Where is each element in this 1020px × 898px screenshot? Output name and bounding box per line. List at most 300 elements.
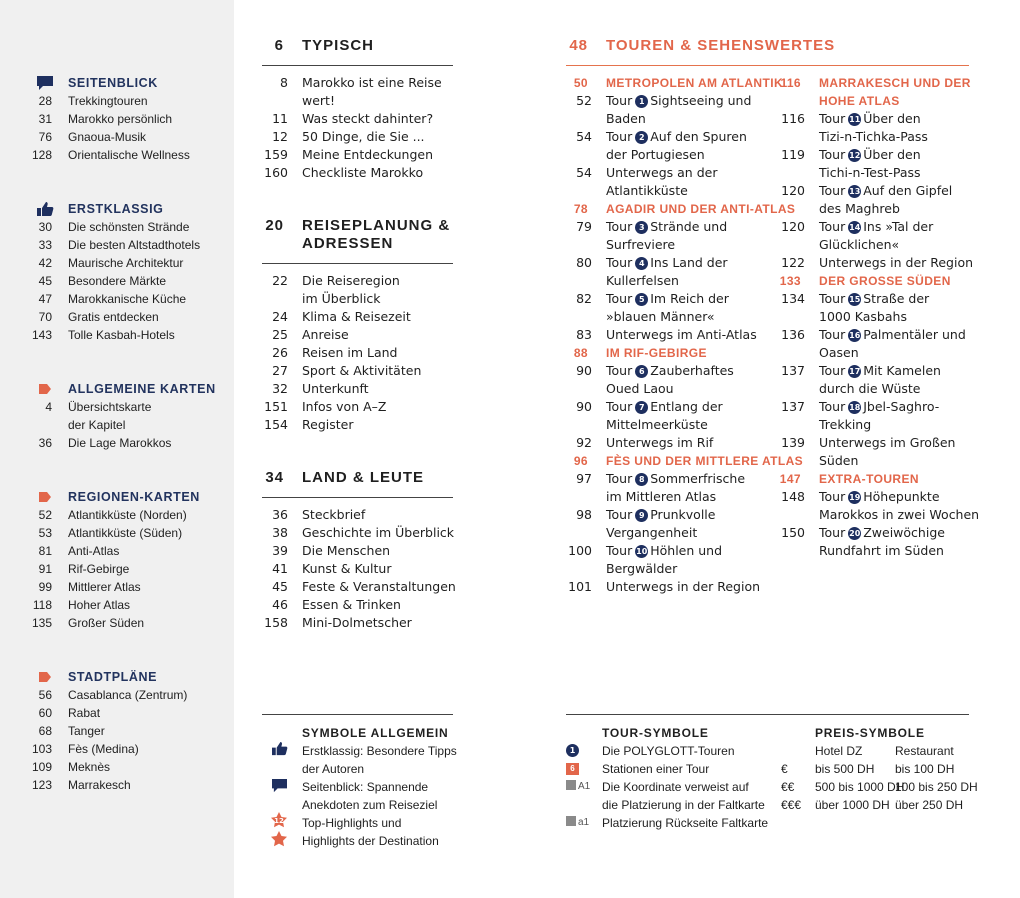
item-text: Die schönsten Strände xyxy=(68,220,190,234)
entry-label: Glücklichen« xyxy=(819,237,900,252)
entry-label: Sommerfrische xyxy=(650,471,746,486)
sidebar-list-item xyxy=(31,758,232,776)
region-title: IM RIF-GEBIRGE xyxy=(606,346,707,360)
map-tag-icon xyxy=(36,489,54,505)
entry-text xyxy=(606,110,646,128)
tour-number-badge: 11 xyxy=(849,115,861,124)
toc-entry xyxy=(566,560,756,578)
toc-entry xyxy=(566,146,756,164)
toc-entry xyxy=(262,128,454,146)
page-number: 8 xyxy=(280,75,288,90)
tour-entry xyxy=(566,128,756,146)
toc-entry xyxy=(262,326,454,344)
page-number: 90 xyxy=(576,399,592,414)
tour-word: Tour xyxy=(606,363,633,378)
chapter-rule xyxy=(566,65,969,66)
section-regionen-karten xyxy=(31,488,232,632)
toc-entry xyxy=(779,506,980,524)
page-number: 136 xyxy=(781,327,805,342)
entry-text: Infos von A–Z xyxy=(302,399,387,414)
item-text: Marrakesch xyxy=(68,778,131,792)
legend-rule-right xyxy=(566,714,969,715)
sidebar-list-item xyxy=(31,776,232,794)
tour-number-badge: 12 xyxy=(849,151,861,160)
heading-text: STADTPLÄNE xyxy=(68,670,158,684)
page-number: 54 xyxy=(576,165,592,180)
thumbs-up-icon xyxy=(36,201,54,217)
entry-label: Oasen xyxy=(819,345,859,360)
tour-word: Tour xyxy=(606,93,633,108)
page-number: 52 xyxy=(576,93,592,108)
page-number: 135 xyxy=(31,616,52,630)
entry-label: Rundfahrt im Süden xyxy=(819,543,944,558)
tour-number-badge: 1 xyxy=(635,95,648,108)
entry-text: Kunst & Kultur xyxy=(302,561,392,576)
page-number: 116 xyxy=(780,76,801,90)
item-text: Rif-Gebirge xyxy=(68,562,130,576)
page-number: 97 xyxy=(576,471,592,486)
tour-entry xyxy=(566,254,756,272)
page-number: 45 xyxy=(272,579,288,594)
entry-label: Unterwegs im Anti-Atlas xyxy=(606,327,757,342)
entry-text: Reisen im Land xyxy=(302,345,398,360)
map-coordinate-symbol xyxy=(566,778,590,796)
entry-text: Klima & Reisezeit xyxy=(302,309,411,324)
legend-heading: PREIS-SYMBOLE xyxy=(815,726,925,740)
tour-number-badge: 5 xyxy=(635,293,648,306)
speech-bubble-icon xyxy=(36,75,54,91)
page-number: 25 xyxy=(272,327,288,342)
item-text: Tanger xyxy=(68,724,105,738)
entry-label: Auf den Gipfel xyxy=(863,183,953,198)
legend-text: Die POLYGLOTT-Touren xyxy=(602,744,735,758)
toc-entry xyxy=(262,110,454,128)
chapter-title: TYPISCH xyxy=(302,37,375,54)
entry-text: Die Menschen xyxy=(302,543,391,558)
entry-label: Entlang der xyxy=(650,399,723,414)
tour-number-badge: 6 xyxy=(635,365,648,378)
sidebar-list-item xyxy=(36,578,232,596)
tour-entry xyxy=(779,488,969,506)
entry-text: Anreise xyxy=(302,327,349,342)
thumbs-up-icon xyxy=(271,741,288,756)
entry-label: Zauberhaftes xyxy=(650,363,734,378)
item-text: Atlantikküste (Süden) xyxy=(68,526,183,540)
entry-label: Palmentäler und xyxy=(863,327,966,342)
chapter-page: 48 xyxy=(569,37,588,54)
page-number: 76 xyxy=(38,130,52,144)
tour-number-badge: 4 xyxy=(635,257,648,270)
entry-text: wert! xyxy=(302,93,335,108)
sidebar-list-item xyxy=(31,326,232,344)
page-number: 123 xyxy=(31,778,52,792)
entry-text xyxy=(606,272,679,290)
chapter-heading-reiseplanung xyxy=(262,216,454,256)
sidebar-list-item xyxy=(36,272,232,290)
entry-text: Sport & Aktivitäten xyxy=(302,363,422,378)
toc-entry xyxy=(779,344,969,362)
page-number: 92 xyxy=(576,435,592,450)
entry-label: durch die Wüste xyxy=(819,381,921,396)
map-tag-icon xyxy=(36,381,54,397)
toc-entry xyxy=(779,236,969,254)
toc-entry xyxy=(779,434,969,452)
toc-entry xyxy=(262,308,454,326)
toc-entry xyxy=(779,416,969,434)
entry-text: Geschichte im Überblick xyxy=(302,525,455,540)
entry-label: Unterwegs im Rif xyxy=(606,435,714,450)
tour-entry xyxy=(566,92,756,110)
tour-word: Tour xyxy=(606,507,633,522)
entry-text xyxy=(819,146,921,164)
section-heading xyxy=(36,200,232,218)
entry-text xyxy=(819,308,907,326)
toc-entry xyxy=(779,254,974,272)
entry-label: Über den xyxy=(863,111,921,126)
tour-entry xyxy=(779,110,969,128)
item-text: Gratis entdecken xyxy=(68,310,159,324)
toc-entry xyxy=(566,524,756,542)
page-number: 50 xyxy=(573,76,588,90)
entry-text: Unterkunft xyxy=(302,381,369,396)
page-number: 30 xyxy=(38,220,52,234)
page-number: 118 xyxy=(32,598,52,612)
region-heading xyxy=(779,272,969,290)
entry-label: Unterwegs an der xyxy=(606,165,718,180)
region-title: DER GROSSE SÜDEN xyxy=(819,274,951,288)
entry-text xyxy=(606,488,716,506)
toc-entry xyxy=(566,272,756,290)
entry-text xyxy=(606,326,757,344)
tour-number-badge: 2 xyxy=(635,131,648,144)
legend-text: Stationen einer Tour xyxy=(602,762,710,776)
entry-label: 1000 Kasbahs xyxy=(819,309,907,324)
entry-text: Steckbrief xyxy=(302,507,366,522)
tour-number-badge: 18 xyxy=(849,403,861,412)
price-symbol: €€€ xyxy=(781,798,802,812)
speech-bubble-icon xyxy=(271,778,288,793)
entry-label: Sightseeing und xyxy=(650,93,752,108)
entry-text xyxy=(606,92,751,110)
item-text: Besondere Märkte xyxy=(68,274,167,288)
entry-text xyxy=(606,362,734,380)
price-restaurant: über 250 DH xyxy=(895,798,964,812)
entry-label: Bergwälder xyxy=(606,561,678,576)
legend-text: Platzierung Rückseite Faltkarte xyxy=(602,816,769,830)
highlight-star-icon xyxy=(269,831,289,851)
entry-text xyxy=(819,254,973,272)
entry-text: Register xyxy=(302,417,354,432)
region-title: HOHE ATLAS xyxy=(819,94,900,108)
tour-word: Tour xyxy=(819,525,846,540)
toc-entry xyxy=(262,146,454,164)
tour-word: Tour xyxy=(819,147,846,162)
chapter-heading-typisch xyxy=(262,36,454,56)
tour-entry xyxy=(779,362,969,380)
entry-text xyxy=(606,236,675,254)
legend-text: Anekdoten zum Reiseziel xyxy=(302,798,438,812)
price-hotel: 500 bis 1000 DH xyxy=(815,780,905,794)
entry-text xyxy=(606,164,717,182)
legend-text: Seitenblick: Spannende xyxy=(302,780,429,794)
tour-word: Tour xyxy=(819,489,846,504)
toc-entry xyxy=(262,524,454,542)
toc-entry xyxy=(262,416,454,434)
entry-text: Meine Entdeckungen xyxy=(302,147,433,162)
page-number: 56 xyxy=(38,688,52,702)
page-number: 22 xyxy=(272,273,288,288)
page-number: 41 xyxy=(272,561,288,576)
price-symbol: €€ xyxy=(781,780,795,794)
chapter-title: ADRESSEN xyxy=(302,235,394,252)
entry-label: Surfreviere xyxy=(606,237,676,252)
tour-number-badge: 20 xyxy=(849,529,861,538)
tour-number-badge: 16 xyxy=(849,331,861,340)
entry-label: Unterwegs in der Region xyxy=(606,579,761,594)
page-number: 151 xyxy=(264,399,288,414)
tour-number-badge: 10 xyxy=(636,547,648,556)
entry-text: Feste & Veranstaltungen xyxy=(302,579,456,594)
price-restaurant: bis 100 DH xyxy=(895,762,955,776)
page-number: 119 xyxy=(781,147,805,162)
page-number: 11 xyxy=(272,111,288,126)
tour-entry xyxy=(566,362,756,380)
page-number: 27 xyxy=(272,363,288,378)
entry-label: der Portugiesen xyxy=(606,147,705,162)
page-number: 91 xyxy=(38,562,52,576)
entry-text xyxy=(606,434,713,452)
legend-text: der Autoren xyxy=(302,762,365,776)
sidebar-list-item xyxy=(36,128,232,146)
sidebar-list-item xyxy=(36,218,232,236)
page-number: 53 xyxy=(38,526,52,540)
entry-text xyxy=(606,524,697,542)
region-title: MARRAKESCH UND DER xyxy=(819,76,971,90)
legend-text: Top-Highlights und xyxy=(302,816,402,830)
toc-entry xyxy=(566,578,761,596)
entry-text xyxy=(819,380,921,398)
sidebar-list-item xyxy=(36,686,232,704)
chapter-title: LAND & LEUTE xyxy=(302,469,424,486)
tour-entry xyxy=(566,398,756,416)
item-text: Trekkingtouren xyxy=(68,94,148,108)
tour-number-badge: 14 xyxy=(849,223,861,232)
page-number: 39 xyxy=(272,543,288,558)
entry-label: Tizi-n-Tichka-Pass xyxy=(819,129,928,144)
tour-number-badge: 15 xyxy=(849,295,861,304)
toc-entry xyxy=(566,326,756,344)
legend-preis xyxy=(781,724,981,820)
chapter-heading-land-leute xyxy=(262,468,454,488)
page-number: 143 xyxy=(31,328,52,342)
toc-entry xyxy=(262,164,454,182)
entry-label: Über den xyxy=(863,147,921,162)
entry-text: im Überblick xyxy=(302,291,381,306)
toc-entry xyxy=(262,506,454,524)
section-erstklassig xyxy=(31,200,232,344)
item-text: Meknès xyxy=(68,760,111,774)
sidebar-list-item xyxy=(36,704,232,722)
page-number: 83 xyxy=(576,327,592,342)
page-number: 90 xyxy=(576,363,592,378)
heading-text: ALLGEMEINE KARTEN xyxy=(68,382,216,396)
region-heading xyxy=(779,74,969,92)
toc-entry xyxy=(262,398,454,416)
page-number: 88 xyxy=(573,346,588,360)
legend-text: Die Koordinate verweist auf xyxy=(602,780,749,794)
page-number: 32 xyxy=(272,381,288,396)
entry-label: Tichi-n-Test-Pass xyxy=(819,165,921,180)
chapter-title: REISEPLANUNG & xyxy=(302,217,451,234)
entry-text xyxy=(819,488,940,506)
entry-text xyxy=(819,236,899,254)
section-heading xyxy=(36,668,232,686)
price-header-restaurant: Restaurant xyxy=(895,744,954,758)
chapter-page: 6 xyxy=(274,37,284,54)
item-text: Atlantikküste (Norden) xyxy=(68,508,187,522)
sidebar-list-item xyxy=(36,542,232,560)
tour-number-badge: 7 xyxy=(635,401,648,414)
entry-label: Vergangenheit xyxy=(606,525,698,540)
tour-entry xyxy=(779,218,969,236)
entry-label: Trekking xyxy=(819,417,872,432)
page-number: 137 xyxy=(781,399,805,414)
sidebar-list-item xyxy=(36,236,232,254)
page-number: 28 xyxy=(38,94,52,108)
tour-badge-symbol: 1 xyxy=(566,744,579,757)
legend-text: Highlights der Destination xyxy=(302,834,439,848)
page-number: 137 xyxy=(781,363,805,378)
coordinate-label: A1 xyxy=(578,781,591,792)
entry-label: Oued Laou xyxy=(606,381,674,396)
page-number: 82 xyxy=(576,291,592,306)
item-text: Anti-Atlas xyxy=(68,544,120,558)
toc-entry xyxy=(566,488,756,506)
entry-label: Mittelmeerküste xyxy=(606,417,708,432)
entry-text xyxy=(606,182,688,200)
entry-label: Prunkvolle xyxy=(650,507,716,522)
entry-text xyxy=(606,470,745,488)
item-text: Marokkanische Küche xyxy=(68,292,187,306)
entry-text xyxy=(606,542,722,560)
page-number: 33 xyxy=(38,238,52,252)
toc-entry xyxy=(566,380,756,398)
sidebar-list-item xyxy=(36,290,232,308)
entry-label: Mit Kamelen xyxy=(863,363,941,378)
page-number: 42 xyxy=(38,256,52,270)
chapter-rule xyxy=(262,497,453,498)
toc-entry xyxy=(779,128,969,146)
heading-text: SEITENBLICK xyxy=(68,76,158,90)
page-number: 160 xyxy=(264,165,288,180)
toc-entry xyxy=(779,308,969,326)
entry-text: Marokko ist eine Reise xyxy=(302,75,442,90)
tour-entry xyxy=(566,506,756,524)
entry-text xyxy=(606,218,727,236)
entry-label: Baden xyxy=(606,111,646,126)
toc-entry xyxy=(779,542,969,560)
item-text: Fès (Medina) xyxy=(68,742,139,756)
toc-entry xyxy=(566,416,756,434)
region-title: FÈS UND DER MITTLERE ATLAS xyxy=(606,454,804,468)
entry-label: Strände und xyxy=(650,219,728,234)
tour-number-badge: 19 xyxy=(849,493,861,502)
legend-rule-left xyxy=(262,714,453,715)
entry-label: Ins »Tal der xyxy=(863,219,934,234)
tour-number-badge: 17 xyxy=(849,367,861,376)
price-hotel: über 1000 DH xyxy=(815,798,890,812)
page-number: 36 xyxy=(38,436,52,450)
entry-text xyxy=(606,128,747,146)
toc-entry xyxy=(262,92,454,110)
region-heading xyxy=(566,452,804,470)
legend-allgemein xyxy=(262,724,462,854)
page-number: 60 xyxy=(38,706,52,720)
entry-label: Unterwegs in der Region xyxy=(819,255,974,270)
toc-entry xyxy=(262,362,454,380)
entry-label: Auf den Spuren xyxy=(650,129,747,144)
page-number: 45 xyxy=(38,274,52,288)
entry-text: Was steckt dahinter? xyxy=(302,111,434,126)
item-text: Großer Süden xyxy=(68,616,145,630)
sidebar-list-item xyxy=(36,92,232,110)
region-heading xyxy=(779,92,969,110)
toc-entry xyxy=(566,164,756,182)
map-tag-icon xyxy=(36,669,54,685)
entry-text xyxy=(819,326,966,344)
page-number: 133 xyxy=(779,274,801,288)
toc-entry xyxy=(262,614,454,632)
toc-entry xyxy=(566,434,756,452)
sidebar-list-item xyxy=(31,146,232,164)
chapter-heading-touren xyxy=(566,36,970,56)
toc-entry xyxy=(262,578,454,596)
tour-number-badge: 8 xyxy=(635,473,648,486)
sidebar-list-item xyxy=(36,560,232,578)
toc-entry xyxy=(262,74,454,92)
entry-text: Die Reiseregion xyxy=(302,273,400,288)
entry-text xyxy=(819,344,859,362)
entry-label: Höhlen und xyxy=(650,543,723,558)
legend-heading: TOUR-SYMBOLE xyxy=(602,726,709,740)
page-number: 24 xyxy=(272,309,288,324)
page-number: 79 xyxy=(576,219,592,234)
sidebar-list-item xyxy=(36,254,232,272)
tour-entry xyxy=(779,524,969,542)
page-number: 109 xyxy=(31,760,52,774)
entry-text: Checkliste Marokko xyxy=(302,165,424,180)
page-number: 100 xyxy=(568,543,592,558)
entry-text xyxy=(606,506,715,524)
tour-word: Tour xyxy=(819,291,846,306)
tour-entry xyxy=(566,218,756,236)
item-text: Maurische Architektur xyxy=(68,256,184,270)
page-number: 98 xyxy=(576,507,592,522)
toc-entry xyxy=(262,380,454,398)
station-symbol: 6 xyxy=(566,763,579,775)
page-number: 81 xyxy=(38,544,52,558)
section-heading xyxy=(36,488,232,506)
tour-word: Tour xyxy=(819,363,846,378)
item-text: Hoher Atlas xyxy=(68,598,131,612)
page-number: 47 xyxy=(38,292,52,306)
entry-label: Atlantikküste xyxy=(606,183,688,198)
entry-label: des Maghreb xyxy=(819,201,900,216)
tour-entry xyxy=(779,182,969,200)
item-text: Rabat xyxy=(68,706,101,720)
entry-label: Jbel-Saghro- xyxy=(863,399,940,414)
entry-text xyxy=(606,308,715,326)
